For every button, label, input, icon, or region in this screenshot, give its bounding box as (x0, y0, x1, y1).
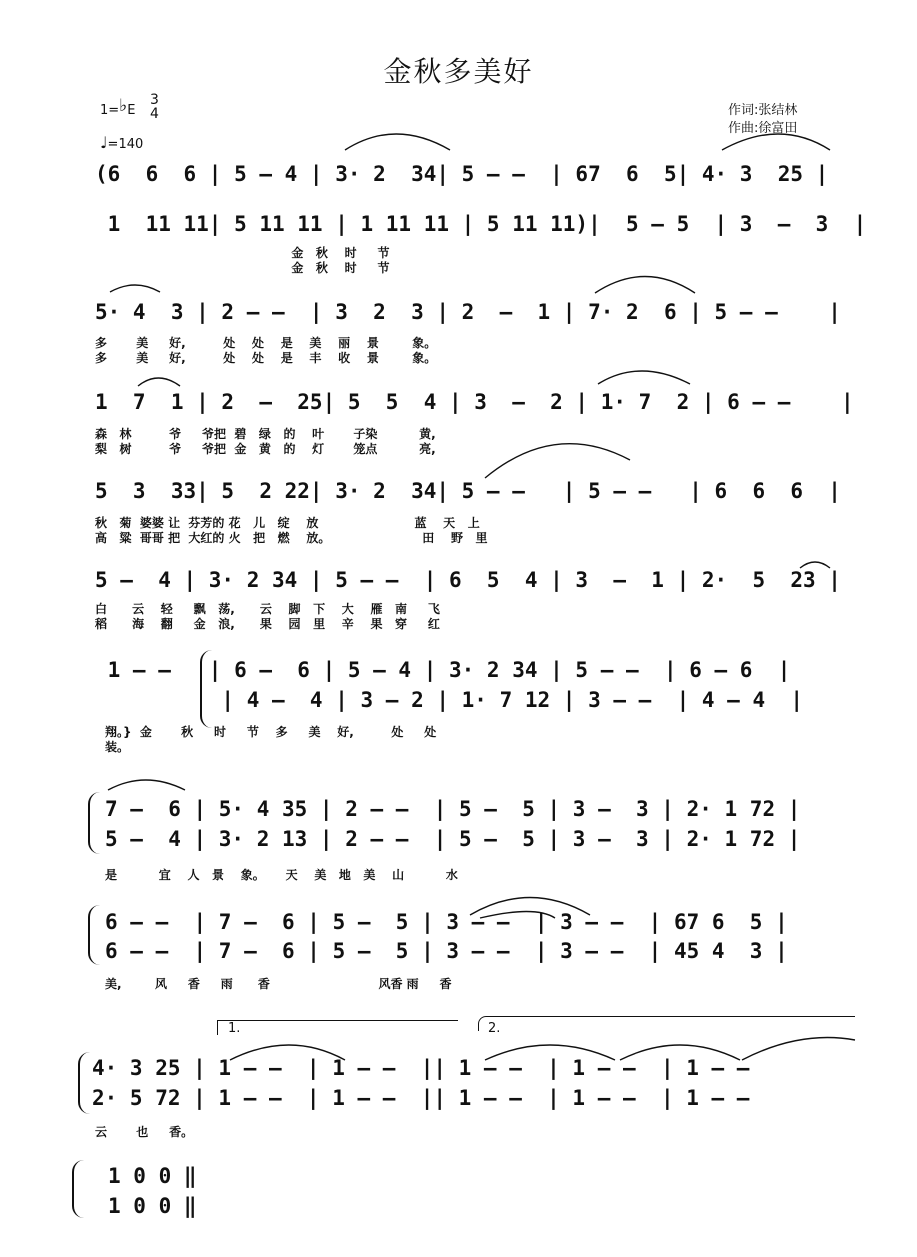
key-letter: E (127, 103, 136, 118)
lyricist-credit: 作词:张结林 (728, 103, 798, 118)
time-signature-bottom: 4 (150, 106, 159, 122)
page-title: 金秋多美好 (383, 55, 534, 88)
slur-arc (470, 898, 590, 916)
slur-arc (110, 285, 160, 292)
slur-arc (230, 1045, 345, 1060)
tempo-value: =140 (107, 137, 144, 152)
lyric-line-8: 是 宜 人 景 象。 天 美 地 美 山 水 (105, 868, 458, 882)
score-line-8-lower: 5 – 4 | 3· 2 13 | 2 – – | 5 – 5 | 3 – 3 | 2· 1 72 | (105, 827, 801, 851)
score-line-11-lower: 1 0 0 ‖ (108, 1194, 197, 1218)
score-line-6: 5 – 4 | 3· 2 34 | 5 – – | 6 5 4 | 3 – 1 | 2· 5 23 | (95, 568, 841, 592)
slur-arc (598, 371, 690, 384)
lyric-line-5b: 高 粱 哥哥 把 大红的 火 把 燃 放。 田 野 里 (95, 531, 488, 545)
score-line-7-lower: | 4 – 4 | 3 – 2 | 1· 7 12 | 3 – – | 4 – 4 | (95, 688, 804, 712)
score-line-9-lower: 6 – – | 7 – 6 | 5 – 5 | 3 – – | 3 – – | 45 4 3 | (105, 939, 788, 963)
lyric-line-10: 云 也 香。 (95, 1125, 194, 1139)
slur-arc (485, 444, 630, 478)
score-line-2: 1 11 11| 5 11 11 | 1 11 11 | 5 11 11)| 5 – 5 | 3 – 3 | (95, 212, 867, 236)
score-line-4: 1 7 1 | 2 – 25| 5 5 4 | 3 – 2 | 1· 7 2 | 6 – – | (95, 390, 854, 414)
lyric-line-7a: 翔。} 金 秋 时 节 多 美 好, 处 处 (105, 725, 437, 739)
lyric-line-9: 美, 风 香 雨 香 风香 雨 香 (105, 977, 452, 991)
time-signature-top: 3 (150, 92, 159, 108)
lyric-line-5a: 秋 菊 婆婆 让 芬芳的 花 儿 绽 放 蓝 天 上 (95, 516, 480, 530)
lyric-line-4b: 梨 树 爷 爷把 金 黄 的 灯 笼点 亮, (95, 442, 436, 456)
composer-credit: 作曲:徐富田 (728, 121, 798, 136)
slur-arc (485, 1045, 615, 1060)
lyric-line-2b: 金 秋 时 节 (95, 261, 390, 275)
score-line-5: 5 3 33| 5 2 22| 3· 2 34| 5 – – | 5 – – | 6 6 6 | (95, 479, 841, 503)
key-prefix: 1= (100, 103, 120, 118)
lyric-line-6b: 稻 海 翻 金 浪, 果 园 里 辛 果 穿 红 (95, 617, 440, 631)
lyric-line-4a: 森 林 爷 爷把 碧 绿 的 叶 子染 黄, (95, 427, 436, 441)
score-line-7-upper: 1 – – | 6 – 6 | 5 – 4 | 3· 2 34 | 5 – – | 6 – 6 | (95, 658, 791, 682)
slur-arc (345, 134, 450, 150)
volta-label-1: 1. (228, 1021, 241, 1036)
lyric-line-2a: 金 秋 时 节 (95, 246, 390, 260)
score-line-10-upper: 4· 3 25 | 1 – – | 1 – – || 1 – – | 1 – – | 1 – – (92, 1056, 750, 1080)
quarter-note-icon: ♩ (100, 133, 108, 152)
slur-arc (595, 277, 695, 294)
slur-arc (800, 562, 830, 568)
lyric-line-7b: 装。 (105, 740, 130, 754)
score-line-9-upper: 6 – – | 7 – 6 | 5 – 5 | 3 – – | 3 – – | 67 6 5 | (105, 910, 788, 934)
lyric-line-3a: 多 美 好, 处 处 是 美 丽 景 象。 (95, 336, 437, 350)
slur-arc (620, 1045, 740, 1060)
volta-label-2: 2. (488, 1021, 501, 1036)
score-line-1: (6 6 6 | 5 – 4 | 3· 2 34| 5 – – | 67 6 5| 4· 3 25 | (95, 162, 829, 186)
slur-arc (722, 134, 830, 150)
slur-arc (480, 912, 555, 919)
score-line-10-lower: 2· 5 72 | 1 – – | 1 – – || 1 – – | 1 – – | 1 – – (92, 1086, 750, 1110)
slur-arc (138, 378, 180, 386)
flat-icon: ♭ (119, 96, 128, 116)
score-line-3: 5· 4 3 | 2 – – | 3 2 3 | 2 – 1 | 7· 2 6 | 5 – – | (95, 300, 841, 324)
lyric-line-6a: 白 云 轻 飘 荡, 云 脚 下 大 雁 南 飞 (95, 602, 440, 616)
score-line-11-upper: 1 0 0 ‖ (108, 1164, 197, 1188)
slur-arc (742, 1038, 855, 1061)
slur-arc (108, 780, 185, 790)
lyric-line-3b: 多 美 好, 处 处 是 丰 收 景 象。 (95, 351, 437, 365)
score-line-8-upper: 7 – 6 | 5· 4 35 | 2 – – | 5 – 5 | 3 – 3 | 2· 1 72 | (105, 797, 801, 821)
